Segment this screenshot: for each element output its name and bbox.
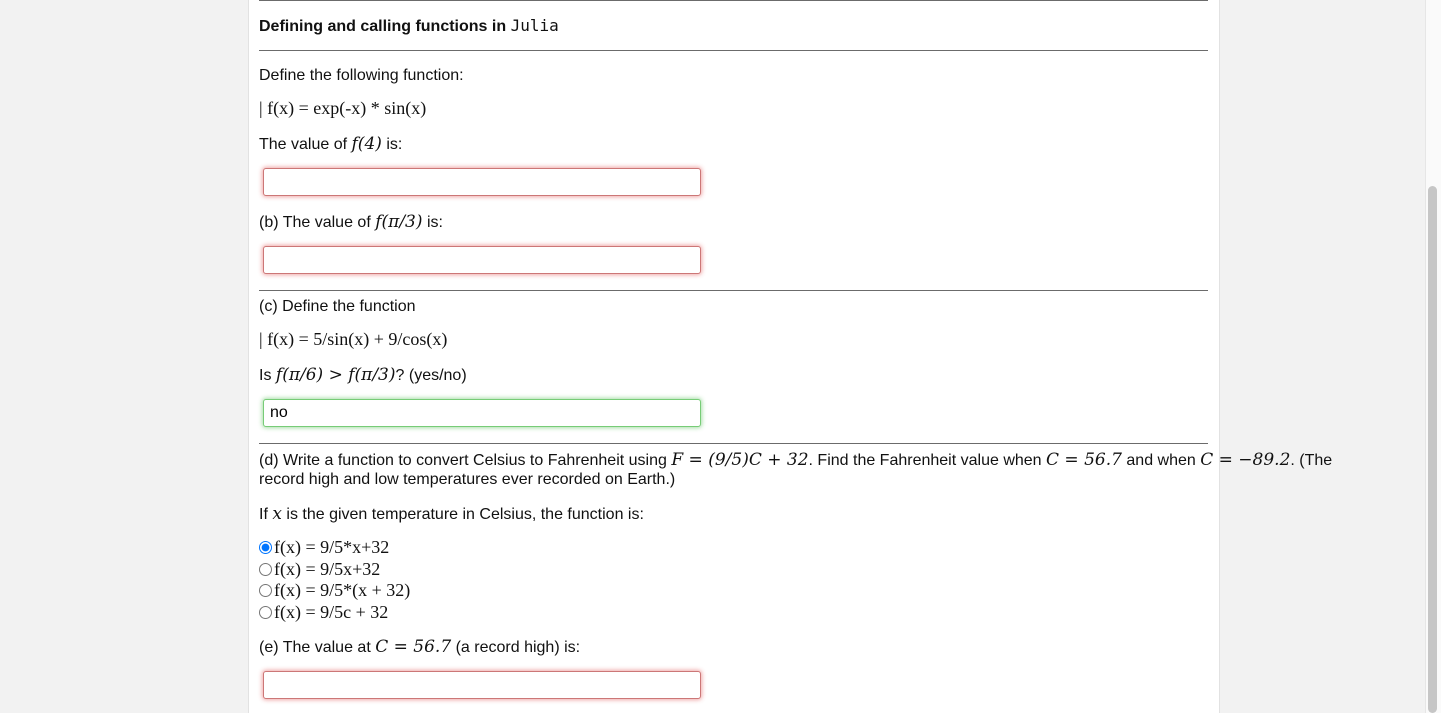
radio-option-4[interactable] [259, 602, 388, 623]
radio-button[interactable] [259, 563, 272, 576]
part-e-question: (e) The value at C = 56.7 (a record high) is: [259, 637, 581, 657]
option-label: f(x) = 9/5x+32 [274, 559, 381, 579]
part-c-code: | f(x) = 5/sin(x) + 9/cos(x) [259, 329, 448, 349]
math-expression: f(4) [351, 134, 382, 154]
radio-option-3[interactable] [259, 580, 410, 601]
part-d-prompt: If x is the given temperature in Celsius, the function is: [259, 504, 644, 524]
math-expression: C = 56.7 [375, 637, 452, 657]
divider [259, 50, 1208, 51]
math-expression: f(π/6) > f(π/3) [275, 365, 396, 385]
part-d-statement-line1: (d) Write a function to convert Celsius to Fahrenheit using F = (9/5)C + 32. Find the Fahrenheit value when C = 56.7 and when C = −89.2. (The [259, 450, 1333, 470]
divider [259, 443, 1208, 444]
part-c-intro: (c) Define the function [259, 298, 416, 315]
title-text: Defining and calling functions in [259, 18, 507, 35]
option-label: f(x) = 9/5c + 32 [274, 602, 389, 622]
part-a-question: The value of f(4) is: [259, 134, 403, 154]
part-d-statement-line2: record high and low temperatures ever recorded on Earth.) [259, 471, 676, 488]
part-a-intro: Define the following function: [259, 67, 464, 84]
answer-input-e[interactable] [263, 671, 701, 699]
part-a-code: | f(x) = exp(-x) * sin(x) [259, 98, 427, 118]
divider [259, 290, 1208, 291]
problem-page [248, 0, 1333, 713]
math-expression: F = (9/5)C + 32 [671, 450, 809, 470]
answer-input-b[interactable] [263, 246, 701, 274]
option-label: f(x) = 9/5*x+32 [274, 537, 390, 557]
math-expression: C = −89.2 [1200, 450, 1291, 470]
title-code: Julia [510, 16, 559, 35]
option-label: f(x) = 9/5*(x + 32) [274, 580, 411, 600]
part-c-question: Is f(π/6) > f(π/3)? (yes/no) [259, 365, 467, 385]
radio-button[interactable] [259, 584, 272, 597]
scrollbar-thumb[interactable] [1428, 186, 1437, 713]
radio-option-1[interactable] [259, 537, 389, 558]
radio-button[interactable] [259, 606, 272, 619]
math-variable: x [272, 504, 282, 524]
answer-input-c[interactable] [263, 399, 701, 427]
divider [259, 0, 1208, 1]
answer-input-a[interactable] [263, 168, 701, 196]
math-expression: C = 56.7 [1046, 450, 1122, 470]
page-title [259, 16, 559, 36]
radio-option-2[interactable] [259, 559, 380, 580]
math-expression: f(π/3) [375, 212, 423, 232]
part-b-question: (b) The value of f(π/3) is: [259, 212, 443, 232]
radio-button[interactable] [259, 541, 272, 554]
